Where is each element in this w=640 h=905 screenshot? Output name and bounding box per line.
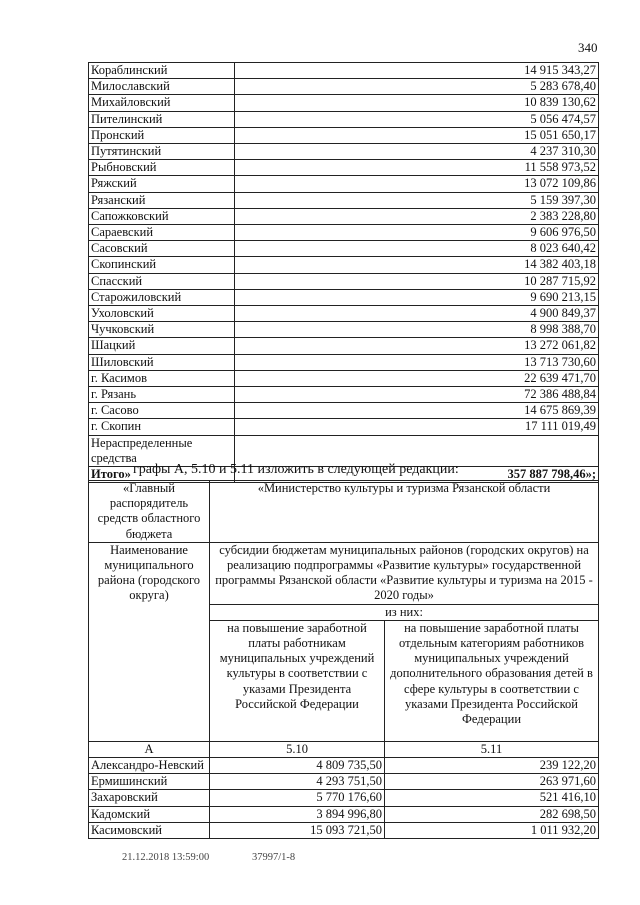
district-name: Захаровский (89, 790, 210, 806)
table-row (89, 95, 599, 111)
table-row (89, 192, 599, 208)
table-row (89, 419, 599, 435)
amount: 11 558 973,52 (235, 160, 599, 176)
table-row (89, 160, 599, 176)
district-name: Скопинский (89, 257, 235, 273)
amount: 9 606 976,50 (235, 225, 599, 241)
amount: 5 056 474,57 (235, 111, 599, 127)
amount: 10 287 715,92 (235, 273, 599, 289)
amount: 72 386 488,84 (235, 387, 599, 403)
col-511-number: 5.11 (385, 741, 599, 757)
amount: 4 237 310,30 (235, 144, 599, 160)
amount: 22 639 471,70 (235, 370, 599, 386)
table-row (89, 225, 599, 241)
district-name: Ухоловский (89, 306, 235, 322)
amount-511: 521 416,10 (385, 790, 599, 806)
district-name: Пронский (89, 127, 235, 143)
district-name: Чучковский (89, 322, 235, 338)
unallocated-label: Нераспределенные средства (89, 435, 235, 466)
table-row (89, 127, 599, 143)
amount: 8 023 640,42 (235, 241, 599, 257)
amount: 5 283 678,40 (235, 79, 599, 95)
subsidy-header: субсидии бюджетам муниципальных районов (городских округов) на реализацию подпрограммы «Развитие культуры» государственной программы Рязанской области «Развитие культуры и туризма на 2015 - 2020 годы» (210, 542, 599, 604)
subsidy-table (88, 480, 599, 839)
table-row (89, 774, 599, 790)
municipality-label: Наименование муниципального района (городского округа) (89, 542, 210, 741)
amount: 14 675 869,39 (235, 403, 599, 419)
district-name: Рязанский (89, 192, 235, 208)
amount-510: 5 770 176,60 (210, 790, 385, 806)
table-row (89, 370, 599, 386)
table-row (89, 63, 599, 79)
amount: 10 839 130,62 (235, 95, 599, 111)
district-name: Путятинский (89, 144, 235, 160)
district-name: Старожиловский (89, 289, 235, 305)
district-name: Ряжский (89, 176, 235, 192)
district-name: Кадомский (89, 806, 210, 822)
amount: 5 159 397,30 (235, 192, 599, 208)
table-row (89, 273, 599, 289)
district-name: г. Скопин (89, 419, 235, 435)
table-row (89, 822, 599, 838)
district-name: Кораблинский (89, 63, 235, 79)
table-row (89, 208, 599, 224)
amount-511: 1 011 932,20 (385, 822, 599, 838)
district-name: Сараевский (89, 225, 235, 241)
amount: 14 915 343,27 (235, 63, 599, 79)
footer-doc-number: 37997/1-8 (252, 852, 296, 863)
col-510-header: на повышение заработной платы работникам муниципальных учреждений культуры в соответствии с указами Президента Российской Федерации (210, 620, 385, 741)
table-row (89, 306, 599, 322)
district-name: г. Рязань (89, 387, 235, 403)
amendment-caption: графы А, 5.10 и 5.11 изложить в следующей редакции: (133, 462, 459, 477)
district-name: Шацкий (89, 338, 235, 354)
total-amount: 357 887 798,46»; (235, 467, 599, 483)
district-name: Михайловский (89, 95, 235, 111)
district-name: г. Сасово (89, 403, 235, 419)
district-name: Сасовский (89, 241, 235, 257)
funding-table (88, 62, 599, 483)
district-name: Касимовский (89, 822, 210, 838)
table-row (89, 79, 599, 95)
col-a-number: А (89, 741, 210, 757)
table-row (89, 289, 599, 305)
district-name: Ермишинский (89, 774, 210, 790)
total-label: Итого» (89, 467, 235, 483)
col-511-header: на повышение заработной платы отдельным категориям работников муниципальных учреждений дополнительного образования детей в сфере культуры в соответствии с указами Президента Российской Федерации (385, 620, 599, 741)
amount: 9 690 213,15 (235, 289, 599, 305)
district-name: Спасский (89, 273, 235, 289)
table-row (89, 241, 599, 257)
amount: 8 998 388,70 (235, 322, 599, 338)
main-manager-label: «Главный распорядитель средств областного бюджета (89, 481, 210, 543)
table-row (89, 790, 599, 806)
amount-510: 3 894 996,80 (210, 806, 385, 822)
amount: 2 383 228,80 (235, 208, 599, 224)
amount-511: 239 122,20 (385, 758, 599, 774)
table-row (89, 403, 599, 419)
amount-510: 15 093 721,50 (210, 822, 385, 838)
amount: 13 713 730,60 (235, 354, 599, 370)
district-name: Александро-Невский (89, 758, 210, 774)
table-row (89, 806, 599, 822)
table-row (89, 257, 599, 273)
footer-datetime: 21.12.2018 13:59:00 (122, 852, 210, 863)
page-number: 340 (578, 40, 598, 55)
of-which-label: из них: (210, 604, 599, 620)
table-row (89, 354, 599, 370)
amount: 15 051 650,17 (235, 127, 599, 143)
table-row (89, 338, 599, 354)
amount-511: 282 698,50 (385, 806, 599, 822)
amount: 13 272 061,82 (235, 338, 599, 354)
district-name: г. Касимов (89, 370, 235, 386)
table-row (89, 387, 599, 403)
district-name: Рыбновский (89, 160, 235, 176)
amount-511: 263 971,60 (385, 774, 599, 790)
amount: 13 072 109,86 (235, 176, 599, 192)
amount: 14 382 403,18 (235, 257, 599, 273)
table-row (89, 322, 599, 338)
amount: 17 111 019,49 (235, 419, 599, 435)
district-name: Шиловский (89, 354, 235, 370)
district-name: Сапожковский (89, 208, 235, 224)
district-name: Пителинский (89, 111, 235, 127)
table-row (89, 176, 599, 192)
district-name: Милославский (89, 79, 235, 95)
amount: 4 900 849,37 (235, 306, 599, 322)
table-row (89, 111, 599, 127)
table-row (89, 758, 599, 774)
amount-510: 4 293 751,50 (210, 774, 385, 790)
col-510-number: 5.10 (210, 741, 385, 757)
ministry-name: «Министерство культуры и туризма Рязанской области (210, 481, 599, 543)
amount-510: 4 809 735,50 (210, 758, 385, 774)
table-row (89, 144, 599, 160)
